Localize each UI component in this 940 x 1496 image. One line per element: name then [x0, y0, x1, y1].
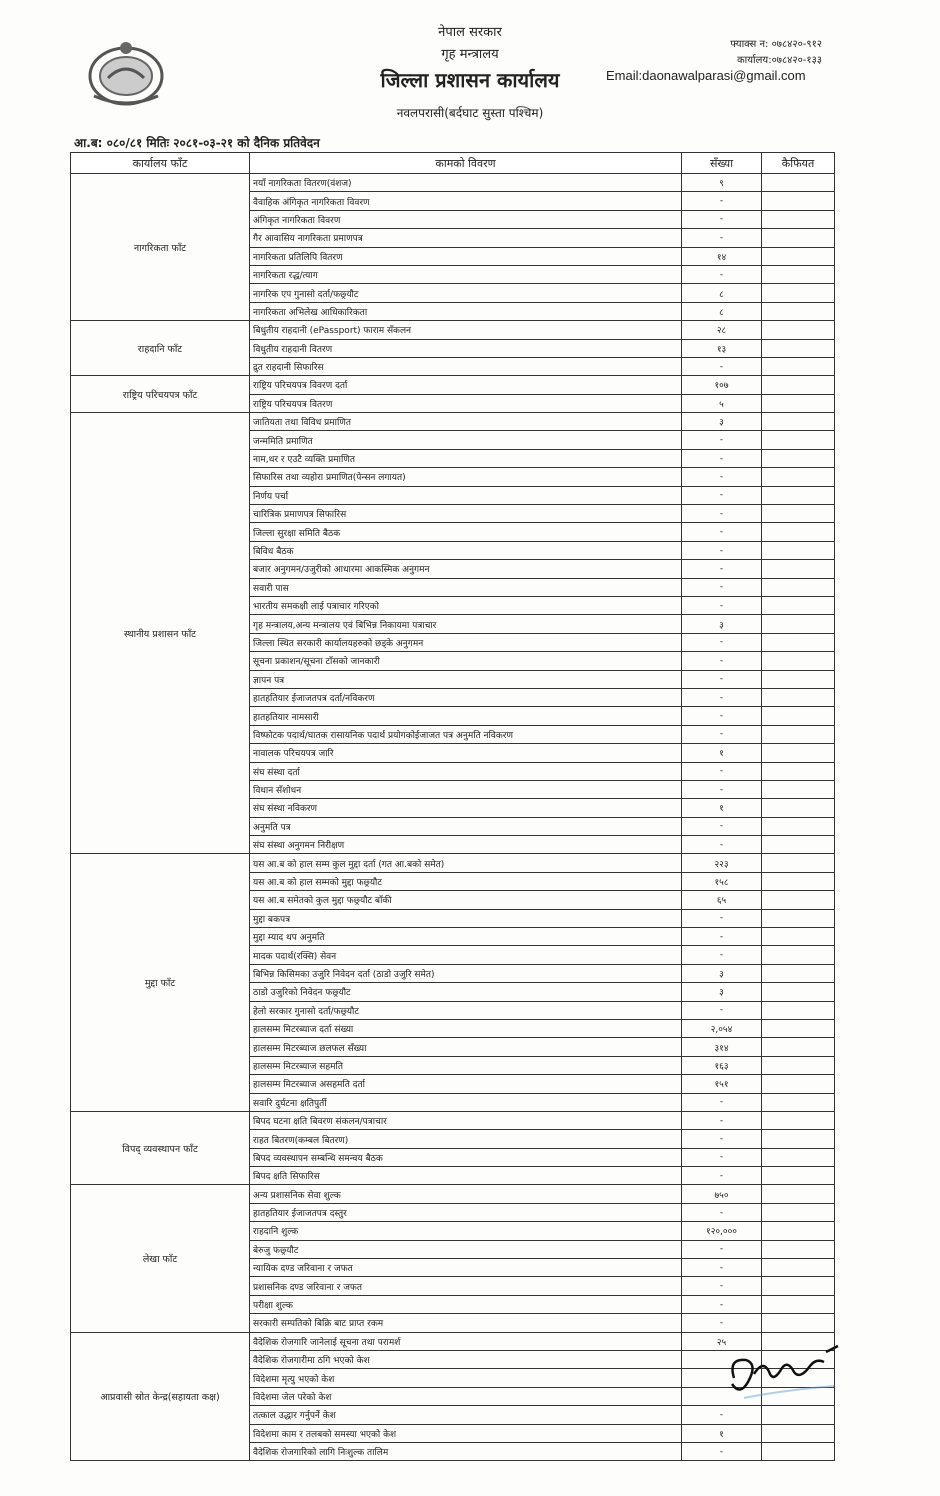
office-phone: कार्यालय:०७८४२०-१३३ — [736, 55, 822, 66]
row-remarks — [762, 836, 835, 854]
column-header-description: कामको विवरण — [250, 153, 682, 174]
section-name: राष्ट्रिय परिचयपत्र फाँट — [71, 376, 250, 413]
row-description: अंगिकृत नागरिकता विवरण — [250, 210, 682, 228]
table-row — [71, 1332, 835, 1350]
column-header-section: कार्यालय फाँट — [71, 153, 250, 174]
row-count: ३ — [682, 983, 762, 1001]
row-description: गैर आवासिय नागरिकता प्रमाणपत्र — [250, 229, 682, 247]
row-count: - — [682, 1203, 762, 1221]
row-description: सिफारिस तथा व्यहोरा प्रमाणित(पेन्सन लगायत) — [250, 468, 682, 486]
row-description: सरकारी सम्पतिको बिक्रि बाट प्राप्त रकम — [250, 1314, 682, 1332]
row-count: - — [682, 946, 762, 964]
row-count: ३ — [682, 964, 762, 982]
row-remarks — [762, 983, 835, 1001]
row-count: - — [682, 1167, 762, 1185]
table-row — [71, 854, 835, 872]
row-description: सवारि दुर्घटना क्षतिपुर्ती — [250, 1093, 682, 1111]
column-header-remarks: कैफियत — [762, 153, 835, 174]
table-body — [71, 174, 835, 1461]
section-name: मुद्दा फाँट — [71, 854, 250, 1111]
row-count: - — [682, 652, 762, 670]
row-count: - — [682, 1295, 762, 1313]
row-count: २५ — [682, 1332, 762, 1350]
row-description: हातहतियार ईजाजतपत्र दस्तुर — [250, 1203, 682, 1221]
row-description: जिल्ला सुरक्षा समिति बैठक — [250, 523, 682, 541]
row-count: - — [682, 486, 762, 504]
row-count: - — [682, 357, 762, 375]
section-name: स्थानीय प्रशासन फाँट — [71, 413, 250, 854]
letterhead — [0, 0, 940, 150]
row-count: ३१४ — [682, 1038, 762, 1056]
row-remarks — [762, 780, 835, 798]
table-row — [71, 413, 835, 431]
row-description: विधुतीय राहदानी वितरण — [250, 339, 682, 357]
row-description: परीक्षा शुल्क — [250, 1295, 682, 1313]
row-description: यस आ.ब समेतको कुल मुद्दा फछ्र्यौट बाँकी — [250, 891, 682, 909]
row-description: भारतीय समकक्षी लाई पत्राचार गरिएको — [250, 596, 682, 614]
row-remarks — [762, 688, 835, 706]
row-count: - — [682, 688, 762, 706]
row-description: बिधुतीय राहदानी (ePassport) फाराम सँकलन — [250, 321, 682, 339]
row-description: बिभिन्न किसिमका उजुरि निवेदन दर्ता (ठाडो उजुरि समेत) — [250, 964, 682, 982]
row-count: - — [682, 817, 762, 835]
row-count: १ — [682, 1424, 762, 1442]
row-description: संघ संस्था दर्ता — [250, 762, 682, 780]
row-description: वैदेशिक रोजगारीमा ठगि भएको केश — [250, 1351, 682, 1369]
row-description: बिविध बैठक — [250, 541, 682, 559]
row-description: प्रशासनिक दण्ड जरिवाना र जफत — [250, 1277, 682, 1295]
row-remarks — [762, 449, 835, 467]
row-remarks — [762, 1203, 835, 1221]
row-remarks — [762, 615, 835, 633]
row-count: १२०,००० — [682, 1222, 762, 1240]
row-count: ३ — [682, 615, 762, 633]
row-description: जन्ममिति प्रमाणित — [250, 431, 682, 449]
row-remarks — [762, 468, 835, 486]
row-remarks — [762, 817, 835, 835]
row-description: राहत बितरण(कम्बल बितरण) — [250, 1130, 682, 1148]
row-description: विष्फोटक पदार्थ/घातक रासायनिक पदार्थ प्रयोगकोईजाजत पत्र अनुमति नविकरण — [250, 725, 682, 743]
row-remarks — [762, 1185, 835, 1203]
row-remarks — [762, 596, 835, 614]
row-remarks — [762, 762, 835, 780]
row-remarks — [762, 799, 835, 817]
row-description: चारित्रिक प्रमाणपत्र सिफारिस — [250, 505, 682, 523]
row-count: १६३ — [682, 1056, 762, 1074]
row-remarks — [762, 1259, 835, 1277]
row-remarks — [762, 192, 835, 210]
row-description: अन्य प्रशासनिक सेवा शुल्क — [250, 1185, 682, 1203]
row-description: हातहतियार नामसारी — [250, 707, 682, 725]
section-name: विपद् व्यवस्थापन फाँट — [71, 1111, 250, 1185]
row-description: नाम,थर र एउटै व्यक्ति प्रमाणित — [250, 449, 682, 467]
row-remarks — [762, 431, 835, 449]
row-remarks — [762, 1424, 835, 1442]
row-remarks — [762, 1277, 835, 1295]
row-count: - — [682, 449, 762, 467]
row-remarks — [762, 339, 835, 357]
row-count: - — [682, 762, 762, 780]
section-name: राहदानि फाँट — [71, 321, 250, 376]
row-remarks — [762, 1295, 835, 1313]
row-description: बिपद क्षति सिफारिस — [250, 1167, 682, 1185]
row-count: - — [682, 1093, 762, 1111]
row-count: - — [682, 780, 762, 798]
row-description: विधान सँशोधन — [250, 780, 682, 798]
row-remarks — [762, 1314, 835, 1332]
row-remarks — [762, 1075, 835, 1093]
row-count: - — [682, 670, 762, 688]
row-count: १३ — [682, 339, 762, 357]
row-remarks — [762, 1111, 835, 1129]
row-remarks — [762, 1019, 835, 1037]
row-remarks — [762, 1240, 835, 1258]
table-row — [71, 1185, 835, 1203]
row-count: - — [682, 1314, 762, 1332]
row-remarks — [762, 854, 835, 872]
row-remarks — [762, 229, 835, 247]
row-remarks — [762, 265, 835, 283]
row-count: ९ — [682, 174, 762, 192]
row-count: ८ — [682, 284, 762, 302]
row-remarks — [762, 1130, 835, 1148]
row-count: ८ — [682, 302, 762, 320]
row-remarks — [762, 1001, 835, 1019]
row-description: नागरिकता रद्ध/त्याग — [250, 265, 682, 283]
column-header-count: सँख्या — [682, 153, 762, 174]
row-remarks — [762, 652, 835, 670]
row-description: हालसम्म मिटरब्याज असहमति दर्ता — [250, 1075, 682, 1093]
row-description: जिल्ला स्थित सरकारी कार्यालयहरुको छड्के अनुगमन — [250, 633, 682, 651]
row-count: १५१ — [682, 1075, 762, 1093]
govt-name: नेपाल सरकार — [438, 25, 502, 40]
row-remarks — [762, 1442, 835, 1460]
row-remarks — [762, 413, 835, 431]
row-description: सूचना प्रकाशन/सूचना टाँसको जानकारी — [250, 652, 682, 670]
row-description: बजार अनुगमन/उजुरीको आधारमा आकस्मिक अनुगमन — [250, 560, 682, 578]
row-description: न्यायिक दण्ड जरिवाना र जफत — [250, 1259, 682, 1277]
section-name: आप्रवासी स्रोत केन्द्र(सहायता कक्ष) — [71, 1332, 250, 1461]
table-header-row — [71, 153, 835, 174]
row-remarks — [762, 725, 835, 743]
row-description: हालसम्म मिटरब्याज छलफल सँख्या — [250, 1038, 682, 1056]
row-count: २,०५४ — [682, 1019, 762, 1037]
row-remarks — [762, 174, 835, 192]
row-count: १०७ — [682, 376, 762, 394]
row-description: ज्ञापन पत्र — [250, 670, 682, 688]
row-count: - — [682, 192, 762, 210]
row-remarks — [762, 578, 835, 596]
row-count: - — [682, 210, 762, 228]
row-count: - — [682, 909, 762, 927]
row-count: - — [682, 633, 762, 651]
row-count: १ — [682, 799, 762, 817]
row-description: मुद्दा म्याद थप अनुमति — [250, 928, 682, 946]
row-remarks — [762, 210, 835, 228]
row-description: नयाँ नागरिकता वितरण(वंशज) — [250, 174, 682, 192]
row-count: १५८ — [682, 872, 762, 890]
row-description: नागरिकता अभिलेख आधिकारिकता — [250, 302, 682, 320]
row-count: - — [682, 1111, 762, 1129]
row-remarks — [762, 928, 835, 946]
row-description: हालसम्म मिटरब्याज दर्ता संख्या — [250, 1019, 682, 1037]
row-description: नागरिकता प्रतिलिपि वितरण — [250, 247, 682, 265]
row-remarks — [762, 707, 835, 725]
row-description: मुद्दा बकपत्र — [250, 909, 682, 927]
row-remarks — [762, 964, 835, 982]
row-remarks — [762, 357, 835, 375]
row-description: हेलो सरकार गुनासो दर्ता/फछ्र्यौट — [250, 1001, 682, 1019]
row-remarks — [762, 670, 835, 688]
row-count: - — [682, 1277, 762, 1295]
row-count: - — [682, 1240, 762, 1258]
row-count: ७५० — [682, 1185, 762, 1203]
row-remarks — [762, 872, 835, 890]
row-count: ५ — [682, 394, 762, 412]
row-remarks — [762, 302, 835, 320]
report-title: आ.ब: ०८०/८१ मितिः २०८१-०३-२१ को दैनिक प्रतिवेदन — [74, 136, 320, 150]
row-remarks — [762, 486, 835, 504]
row-remarks — [762, 1038, 835, 1056]
row-description: राष्ट्रिय परिचयपत्र वितरण — [250, 394, 682, 412]
row-count: - — [682, 1148, 762, 1166]
row-description: हातहतियार ईजाजतपत्र दर्ता/नविकरण — [250, 688, 682, 706]
row-description: वैदेशिक रोजगारि जानेलाई सूचना तथा परामर्श — [250, 1332, 682, 1350]
row-description: वैवाहिक अंगिकृत नागरिकता विवरण — [250, 192, 682, 210]
row-remarks — [762, 321, 835, 339]
row-count: - — [682, 596, 762, 614]
email-address: Email:daonawalparasi@gmail.com — [606, 68, 806, 83]
row-description: निर्णय पर्चा — [250, 486, 682, 504]
row-count: २२३ — [682, 854, 762, 872]
row-count: - — [682, 1130, 762, 1148]
row-remarks — [762, 909, 835, 927]
section-name: लेखा फाँट — [71, 1185, 250, 1332]
row-remarks — [762, 744, 835, 762]
row-description: मादक पदार्थ(रक्सि) सेवन — [250, 946, 682, 964]
row-description: नावालक परिचयपत्र जारि — [250, 744, 682, 762]
row-description: ठाडो उजुरिको निवेदन फछ्र्यौट — [250, 983, 682, 1001]
row-count: - — [682, 431, 762, 449]
row-description: बेरुजु फछ्र्यौट — [250, 1240, 682, 1258]
row-count: - — [682, 229, 762, 247]
ministry-name: गृह मन्त्रालय — [441, 47, 499, 62]
row-description: अनुमति पत्र — [250, 817, 682, 835]
row-description: सवारी पास — [250, 578, 682, 596]
row-remarks — [762, 1148, 835, 1166]
row-count: - — [682, 1406, 762, 1424]
table-row — [71, 321, 835, 339]
row-remarks — [762, 891, 835, 909]
row-remarks — [762, 633, 835, 651]
table-row — [71, 376, 835, 394]
row-remarks — [762, 376, 835, 394]
row-description: वैदेशिक रोजगारिको लागि निःशुल्क तालिम — [250, 1442, 682, 1460]
row-remarks — [762, 284, 835, 302]
row-count: - — [682, 468, 762, 486]
row-description: तत्काल उद्धार गर्नुपर्ने केश — [250, 1406, 682, 1424]
row-count: ६५ — [682, 891, 762, 909]
section-name: नागरिकता फाँट — [71, 174, 250, 321]
row-count: - — [682, 725, 762, 743]
row-description: हालसम्म मिटरब्याज सहमति — [250, 1056, 682, 1074]
row-description: द्रुत राहदानी सिफारिस — [250, 357, 682, 375]
office-location: नवलपरासी(बर्दघाट सुस्ता पश्चिम) — [396, 106, 544, 120]
signature — [724, 1338, 844, 1410]
row-remarks — [762, 560, 835, 578]
daily-report-table — [70, 152, 835, 1461]
row-count: - — [682, 928, 762, 946]
row-description: विदेशमा काम र तलबको समस्या भएको केश — [250, 1424, 682, 1442]
table-row — [71, 174, 835, 192]
row-count: - — [682, 1001, 762, 1019]
row-remarks — [762, 541, 835, 559]
row-description: बिपद घटना क्षति बिवरण संकलन/पत्राचार — [250, 1111, 682, 1129]
fax-number: फ्याक्स न: ०७८४२०-९१२ — [730, 39, 822, 50]
row-description: यस आ.ब को हाल सम्मको मुद्दा फछ्र्यौट — [250, 872, 682, 890]
row-count: - — [682, 541, 762, 559]
row-description: राष्ट्रिय परिचयपत्र विवरण दर्ता — [250, 376, 682, 394]
row-count: - — [682, 505, 762, 523]
row-count: २८ — [682, 321, 762, 339]
row-count: - — [682, 523, 762, 541]
row-count: - — [682, 578, 762, 596]
row-remarks — [762, 946, 835, 964]
row-count: - — [682, 265, 762, 283]
row-count: - — [682, 1442, 762, 1460]
row-remarks — [762, 247, 835, 265]
row-count: - — [682, 707, 762, 725]
row-description: जातियता तथा विविध प्रमाणित — [250, 413, 682, 431]
row-remarks — [762, 505, 835, 523]
row-description: संघ संस्था अनुगमन निरीक्षण — [250, 836, 682, 854]
row-description: बिपद व्यवस्थापन सम्बन्धि समन्वय बैठक — [250, 1148, 682, 1166]
row-count: - — [682, 836, 762, 854]
table-row — [71, 1111, 835, 1129]
row-count: - — [682, 1259, 762, 1277]
row-remarks — [762, 523, 835, 541]
row-description: गृह मन्त्रालय,अन्य मन्त्रालय एवं बिभिन्न निकायमा पत्राचार — [250, 615, 682, 633]
row-count: १ — [682, 744, 762, 762]
office-name: जिल्ला प्रशासन कार्यालय — [380, 68, 560, 92]
row-description: विदेशमा मृत्यु भएको केश — [250, 1369, 682, 1387]
row-description: विदेशमा जेल परेको केश — [250, 1387, 682, 1405]
row-count: ३ — [682, 413, 762, 431]
row-remarks — [762, 1222, 835, 1240]
row-description: राहदानि शुल्क — [250, 1222, 682, 1240]
row-remarks — [762, 1056, 835, 1074]
row-count: - — [682, 560, 762, 578]
row-remarks — [762, 394, 835, 412]
row-remarks — [762, 1167, 835, 1185]
row-count: १४ — [682, 247, 762, 265]
row-remarks — [762, 1093, 835, 1111]
row-description: नागरिक एप गुनासो दर्ता/फछ्र्यौट — [250, 284, 682, 302]
row-description: यस आ.ब को हाल सम्म कुल मुद्दा दर्ता (गत आ.बको समेत) — [250, 854, 682, 872]
row-description: संघ संस्था नविकरण — [250, 799, 682, 817]
